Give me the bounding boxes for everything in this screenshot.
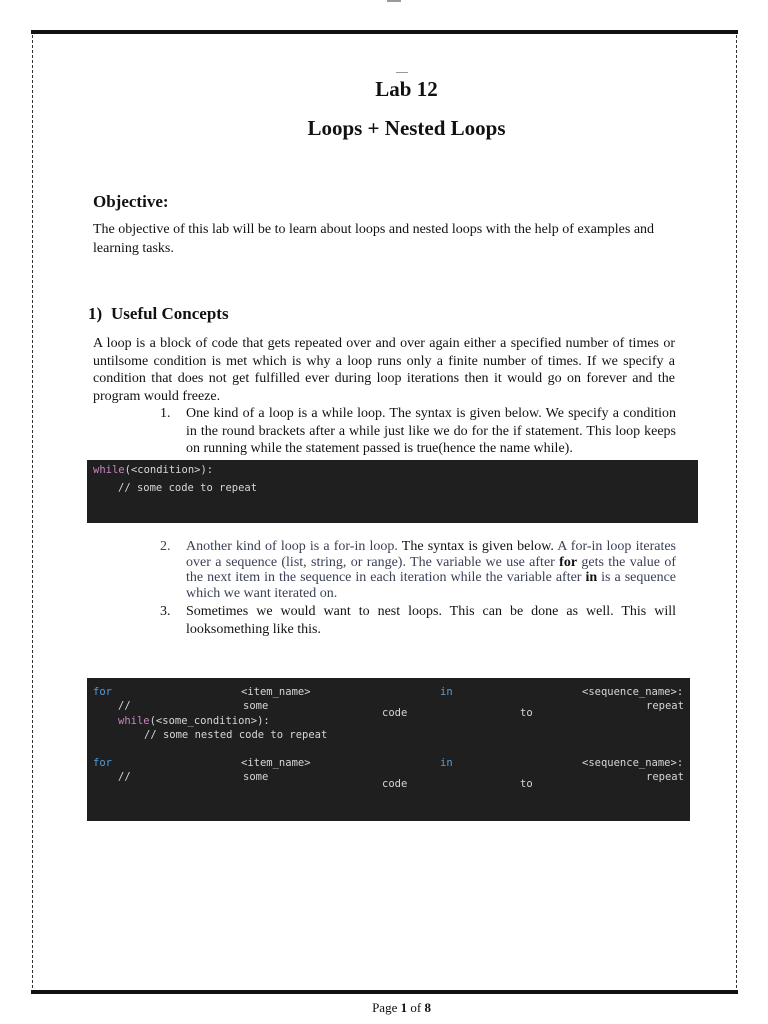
code-block-nested (87, 678, 690, 821)
code-line (93, 464, 213, 476)
code-text: <sequence_name>: (582, 686, 684, 698)
list-text-part: is a sequence which we want iterated on. (186, 570, 677, 601)
list-text-part: gets the value of the next item in the sequence in each iteration while the variable after (186, 554, 676, 585)
header-dash (396, 72, 408, 73)
bold-keyword: for (559, 554, 578, 570)
page-footer (0, 1000, 768, 1016)
code-text: (<some_condition>): (149, 715, 270, 727)
list-text-part: Another kind of loop is a for-in loop. (186, 539, 398, 554)
objective-heading: Objective: (93, 192, 169, 211)
code-keyword: in (440, 757, 453, 769)
code-comment: repeat (646, 771, 684, 783)
code-text: <item_name> (241, 686, 311, 698)
total-pages: 8 (424, 1000, 431, 1015)
code-text: (<condition>): (124, 464, 214, 476)
intro-paragraph: A loop is a block of code that gets repeated over and over again either a specified number of times or untilsome condition is met which is why a loop runs only a finite number of times. If we specify a condition that does not get fulfilled ever during loop iterations then it would go on forever and the program would freeze. (93, 336, 675, 404)
list-text: Sometimes we would want to nest loops. This can be done as well. This will looksomething like this. (186, 604, 676, 637)
list-number: 1. (160, 406, 171, 421)
code-keyword: while (93, 464, 125, 476)
code-comment: repeat (646, 700, 684, 712)
code-comment: // (118, 700, 131, 712)
section-number: 1) (88, 304, 103, 323)
code-comment: some (243, 700, 269, 712)
lab-number: Lab 12 (375, 77, 438, 101)
objective-text: The objective of this lab will be to learn about loops and nested loops with the help of examples and learning tasks. (93, 222, 655, 256)
list-item (160, 603, 676, 638)
list-item (160, 405, 676, 458)
list-text: One kind of a loop is a while loop. The syntax is given below. We specify a condition in the round brackets after a while just like we do for the if statement. This loop keeps on running while the statement passed is true(hence the name while). (186, 406, 676, 456)
code-comment: // (118, 771, 131, 783)
section-heading (88, 304, 229, 324)
list-number: 2. (160, 539, 171, 554)
list-text (186, 539, 676, 601)
code-comment: // some code to repeat (118, 482, 258, 494)
code-text: <item_name> (241, 757, 311, 769)
code-comment: code (382, 707, 408, 719)
code-text: <sequence_name>: (582, 757, 684, 769)
code-comment: to (520, 707, 533, 719)
bottom-rule (31, 990, 738, 994)
list-text-part: A for-in loop iterates over a sequence (list, string, or range). The variable we use after (186, 539, 676, 570)
code-comment: some (243, 771, 269, 783)
code-keyword: while (118, 715, 150, 727)
code-keyword: for (93, 686, 112, 698)
code-block-while (87, 460, 698, 523)
code-line (118, 715, 270, 727)
code-comment: // some nested code to repeat (144, 729, 328, 741)
code-keyword: in (440, 686, 453, 698)
header-mark (387, 0, 401, 2)
footer-of: of (407, 1000, 425, 1015)
bold-keyword: in (585, 570, 598, 585)
list-text-part: The syntax is given below. (397, 539, 554, 554)
list-number: 3. (160, 604, 171, 619)
code-keyword: for (93, 757, 112, 769)
top-rule (31, 30, 738, 34)
code-comment: code (382, 778, 408, 790)
page-title: Loops + Nested Loops (307, 116, 506, 140)
footer-prefix: Page (372, 1000, 401, 1015)
list-item (160, 539, 676, 601)
current-page: 1 (400, 1000, 408, 1015)
code-comment: to (520, 778, 533, 790)
section-title: Useful Concepts (111, 304, 229, 323)
